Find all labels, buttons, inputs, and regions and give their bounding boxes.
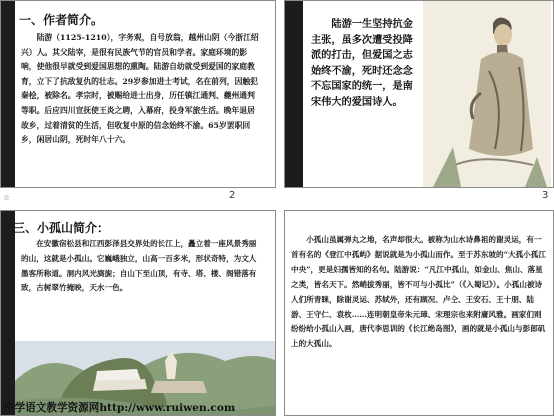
slide-thumbnail-patriot-poet[interactable] (284, 0, 554, 188)
slide-thumbnail-xiaogu-intro[interactable] (0, 210, 276, 416)
slide-quote-text: 陆游一生坚持抗金主张，虽多次遭受投降派的打击，但爱国之志始终不渝，死时还念念不忘国家的统一，是南宋伟大的爱国诗人。 (311, 18, 413, 108)
slide-heading: 一、作者简介。 (19, 13, 104, 27)
poet-portrait-image (423, 1, 551, 187)
slide-side-bar (285, 1, 303, 187)
site-footer-text: 中学语文教学资源网http://www.ruiwen.com (4, 402, 236, 414)
slide-body-text: 在安徽宿松县和江西彭泽县交界处的长江上，矗立着一座风景秀丽的山，这就是小孤山。它巍峨独立，山高一百多米，形状奇特，为文人墨客所称道。洞内风光旖旎；自山下至山顶，有寺、塔、楼、阁错落有致，古树翠竹掩映，天水一色。 (21, 239, 257, 293)
slide-side-bar (1, 211, 15, 415)
slide-side-bar (1, 1, 15, 187)
star-icon: ☆ (3, 193, 11, 202)
slide-body-text: 小孤山虽属弹丸之地，名声却很大。被称为山水诗鼻祖的谢灵运，有一首有名的《登江中孤屿》据说就是为小孤山而作。至于苏东坡的“大孤小孤江中央”，更是妇孺皆知的名句。陆游说：“凡江中孤山，如金山、焦山、落星之类，皆名天下。然峭拔秀丽，皆不可与小孤比”（《入蜀记》）。小孤山被诗人们所青睐，除谢灵运、苏轼外，还有顾况、卢仝、王安石、王十朋、陆游、王守仁、袁枚……连明朝皇帝朱元璋、宋理宗也来附庸风雅。画家们则纷纷给小孤山入画，唐代李思训的《长江绝岛图》，画的就是小孤山与彭郎矶上的大孤山。 (291, 235, 546, 349)
slide-thumbnail-xiaogu-fame[interactable] (284, 210, 554, 416)
page-number: 3 (542, 190, 549, 201)
slide-thumbnail-author-intro[interactable] (0, 0, 276, 188)
slide-body-text: 陆游（1125-1210），字务观，自号放翁，越州山阴（今浙江绍兴）人。其父陆宰，是很有民族气节的官员和学者。家庭环境的影响，使他很早就受到爱国思想的熏陶。陆游自幼就受到爱国的家庭教育，立下了抗敌复仇的壮志。29岁参加进士考试，名在前列，因触犯秦桧，被除名。孝宗时，被赐给进士出身，历任镇江通判、夔州通判等职。后应四川宣抚使王炎之聘，入幕府，投身军旅生活。晚年退居故乡，过着清贫的生活，但收复中原的信念始终不渝。65岁罢职回乡，闲居山阴，死时年八十六。 (21, 33, 259, 145)
page-number: 2 (229, 190, 236, 201)
slide-heading: 三、小孤山简介： (13, 221, 110, 235)
